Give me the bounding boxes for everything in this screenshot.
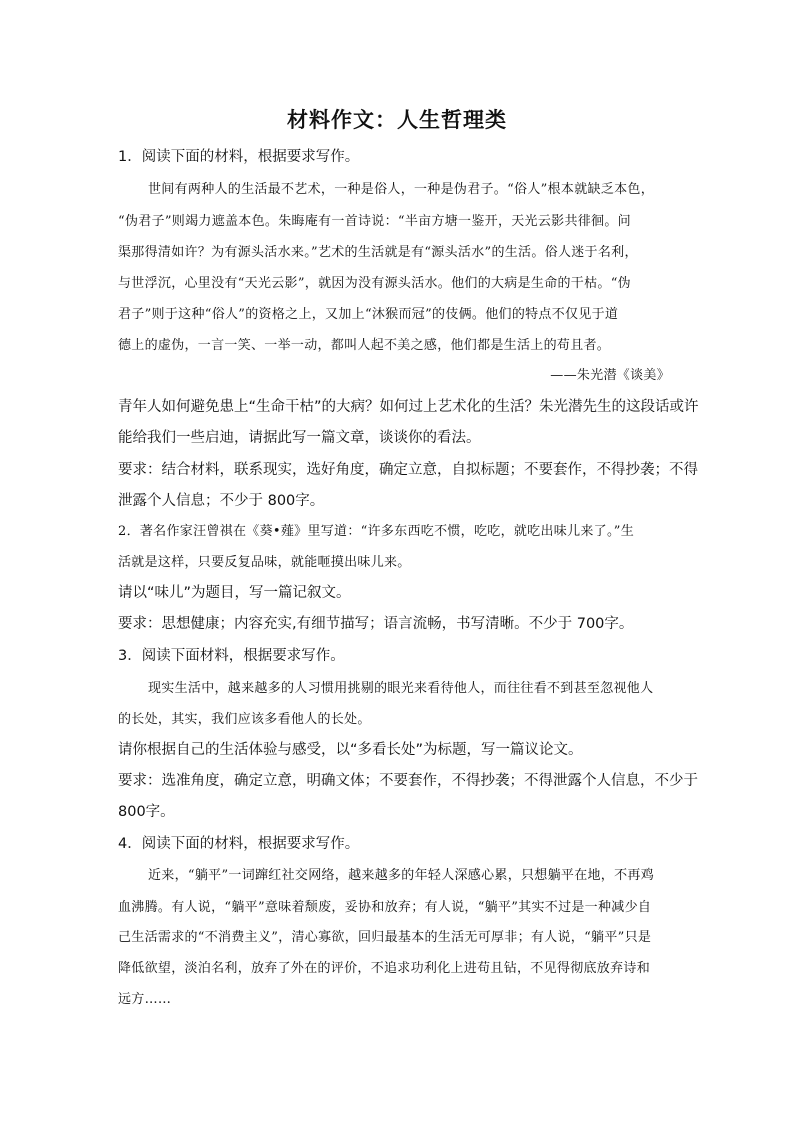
- q4-material-line: 己生活需求的“不消费主义”，清心寡欲，回归最基本的生活无可厚非；有人说，“躺平”只是: [118, 930, 652, 945]
- q1-material-line: 德上的虚伪，一言一笑、一举一动，都叫人起不美之感，他们都是生活上的苟且者。: [118, 338, 611, 353]
- q1-material-line: “伪君子”则竭力遮盖本色。朱晦庵有一首诗说：“半亩方塘一鉴开，天光云影共徘徊。问: [118, 214, 631, 229]
- q1-heading: 1．阅读下面的材料，根据要求写作。: [118, 149, 360, 165]
- q1-requirements-line: 要求：结合材料，联系现实，选好角度，确定立意，自拟标题；不要套作，不得抄袭；不得: [118, 462, 698, 478]
- q3-material-line: 的长处，其实，我们应该多看他人的长处。: [118, 712, 371, 727]
- q1-source: ——朱光潜《谈美》: [550, 368, 670, 383]
- q3-heading: 3．阅读下面材料，根据要求写作。: [118, 648, 345, 664]
- q4-material-line: 远方……: [118, 992, 172, 1007]
- q1-material-line: 渠那得清如许？为有源头活水来。”艺术的生活就是有“源头活水”的生活。俗人迷于名利，: [118, 245, 638, 260]
- q1-prompt-line: 能给我们一些启迪，请据此写一篇文章，谈谈你的看法。: [118, 430, 481, 446]
- q2-material-line: 活就是这样，只要反复品味，就能咂摸出味儿来。: [118, 555, 411, 570]
- q3-requirements-line: 800字。: [118, 804, 175, 820]
- q3-requirements-line: 要求：选准角度，确定立意，明确文体；不要套作，不得抄袭；不得泄露个人信息，不少于: [118, 773, 698, 789]
- q4-heading: 4．阅读下面的材料，根据要求写作。: [118, 836, 360, 852]
- q4-material-line: 降低欲望，淡泊名利，放弃了外在的评价，不追求功利化上进苟且钻，不见得彻底放弃诗和: [118, 961, 651, 976]
- q2-material-line: 2．著名作家汪曾祺在《葵•薤》里写道：“许多东西吃不惯，吃吃，就吃出味儿来了。”生: [118, 524, 635, 539]
- q3-material-line: 现实生活中，越来越多的人习惯用挑剔的眼光来看待他人，而往往看不到甚至忽视他人: [148, 681, 654, 696]
- q1-prompt-line: 青年人如何避免患上“生命干枯”的大病？如何过上艺术化的生活？朱光潜先生的这段话或许: [118, 399, 699, 415]
- q2-requirements: 要求：思想健康；内容充实,有细节描写；语言流畅，书写清晰。不少于 700字。: [118, 616, 634, 632]
- q1-material-line: 君子”则于这种“俗人”的资格之上，又加上“沐猴而冠”的伎俩。他们的特点不仅见于道: [118, 307, 619, 322]
- q4-material-line: 血沸腾。有人说，“躺平”意味着颓废，妥协和放弃；有人说，“躺平”其实不过是一种减少自: [118, 900, 652, 915]
- q1-requirements-line: 泄露个人信息；不少于 800字。: [118, 493, 325, 509]
- q1-material-line: 世间有两种人的生活最不艺术，一种是俗人，一种是伪君子。“俗人”根本就缺乏本色，: [148, 182, 654, 197]
- q1-material-line: 与世浮沉，心里没有“天光云影”，就因为没有源头活水。他们的大病是生命的干枯。“伪: [118, 276, 631, 291]
- page-title: 材料作文：人生哲理类: [287, 107, 507, 132]
- q3-prompt: 请你根据自己的生活体验与感受，以“多看长处”为标题，写一篇议论文。: [118, 742, 583, 758]
- q4-material-line: 近来，“躺平”一词蹿红社交网络，越来越多的年轻人深感心累，只想躺平在地，不再鸡: [148, 868, 654, 883]
- q2-prompt: 请以“味儿”为题目，写一篇记叙文。: [118, 585, 351, 601]
